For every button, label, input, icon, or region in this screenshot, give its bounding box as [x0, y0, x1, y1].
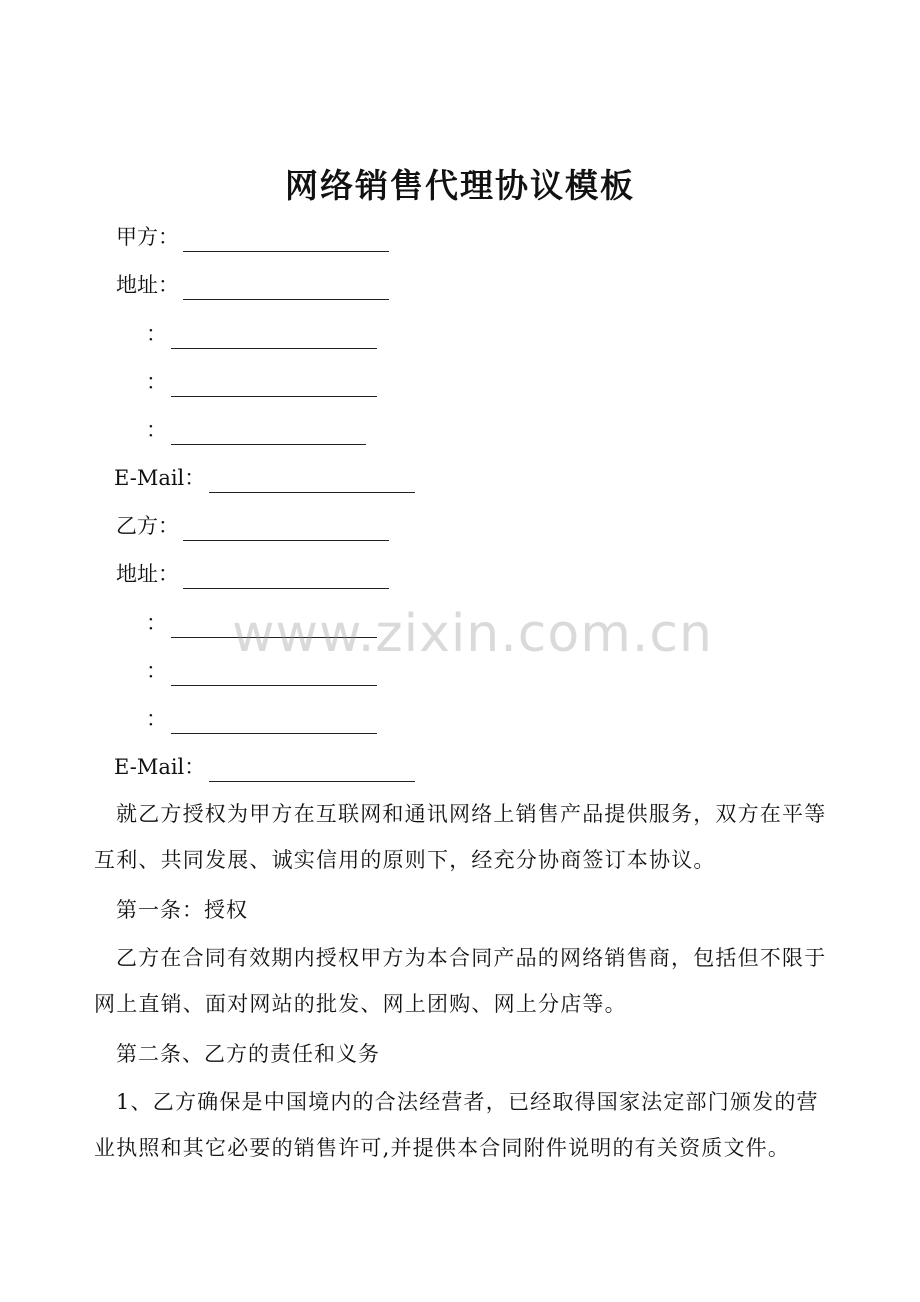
document-title: 网络销售代理协议模板	[285, 166, 635, 205]
party-a-email-label: E-Mail：	[114, 466, 206, 490]
party-a-address-label: 地址：	[116, 273, 179, 297]
party-a-field-4-blank[interactable]	[171, 374, 377, 397]
party-b-field-4	[146, 656, 377, 686]
party-a-address-blank[interactable]	[183, 277, 389, 300]
party-b-label: 乙方：	[116, 514, 179, 538]
party-a-field-3-blank[interactable]	[171, 326, 377, 349]
party-b-field-5-label: ：	[146, 707, 167, 731]
party-a-address-field	[116, 270, 389, 300]
party-a-field	[116, 222, 389, 252]
watermark: www.zixin.com.cn	[232, 604, 713, 664]
party-a-field-3	[146, 319, 377, 349]
party-b-field-3-label: ：	[146, 611, 167, 635]
party-b-field-5-blank[interactable]	[171, 711, 377, 734]
article-1-body: 乙方在合同有效期内授权甲方为本合同产品的网络销售商，包括但不限于网上直销、面对网站的批发、网上团购、网上分店等。	[94, 946, 827, 1016]
party-a-field-4-label: ：	[146, 370, 167, 394]
article-1-heading: 第一条：授权	[116, 898, 248, 922]
party-b-email-label: E-Mail：	[114, 755, 206, 779]
party-b-field-4-label: ：	[146, 659, 167, 683]
party-b-address-blank[interactable]	[183, 566, 389, 589]
party-a-email-field	[114, 463, 415, 493]
party-b-field	[116, 511, 389, 541]
party-b-field-5	[146, 704, 377, 734]
party-a-blank[interactable]	[183, 229, 389, 252]
party-b-email-blank[interactable]	[209, 759, 415, 782]
party-a-field-3-label: ：	[146, 322, 167, 346]
party-a-field-5-blank[interactable]	[171, 422, 366, 445]
party-a-email-blank[interactable]	[209, 470, 415, 493]
party-b-address-field	[116, 559, 389, 589]
party-b-field-3	[146, 608, 377, 638]
party-b-blank[interactable]	[183, 518, 389, 541]
intro-paragraph: 就乙方授权为甲方在互联网和通讯网络上销售产品提供服务，双方在平等互利、共同发展、诚实信用的原则下，经充分协商签订本协议。	[94, 802, 827, 872]
party-b-field-4-blank[interactable]	[171, 663, 377, 686]
party-a-label: 甲方：	[116, 225, 179, 249]
party-a-field-5-label: ：	[146, 418, 167, 442]
party-b-field-3-blank[interactable]	[171, 615, 377, 638]
party-a-field-5	[146, 415, 366, 445]
party-b-email-field	[114, 752, 415, 782]
article-2-heading: 第二条、乙方的责任和义务	[116, 1042, 380, 1066]
article-2-item-1: 1、乙方确保是中国境内的合法经营者，已经取得国家法定部门颁发的营业执照和其它必要的销售许可,并提供本合同附件说明的有关资质文件。	[94, 1090, 819, 1160]
party-b-address-label: 地址：	[116, 562, 179, 586]
party-a-field-4	[146, 367, 377, 397]
